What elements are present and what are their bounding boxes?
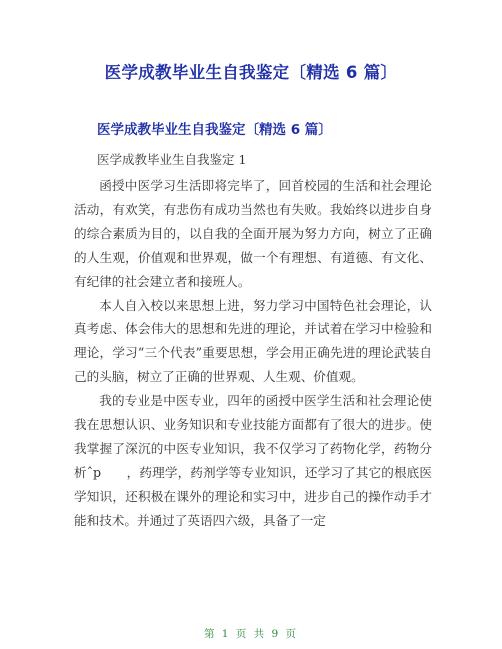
article-label: 医学成教毕业生自我鉴定 1 [97, 152, 247, 167]
section-heading: 医学成教毕业生自我鉴定〔精选 6 篇〕 [97, 122, 332, 138]
document-title: 医学成教毕业生自我鉴定〔精选 6 篇〕 [104, 63, 398, 82]
body-text [74, 174, 432, 533]
paragraph: 我的专业是中医专业，四年的函授中医学生活和社会理论使我在思想认识、业务知识和专业技能方面都有了很大的进步。使我掌握了深沉的中医专业知识，我不仅学习了药物化学，药物分析ˆp ，药理学，药剂学等专业知识，还学习了其它的根底医学知识，还积极在课外的理论和实习中，进步自己的操作动手才能和技术。并通过了英语四六级，具备了一定 [74, 393, 432, 528]
paragraph: 函授中医学习生活即将完毕了，回首校园的生活和社会理论活动，有欢笑，有悲伤有成功当然也有失败。我始终以进步自身的综合素质为目的，以自我的全面开展为努力方向，树立了正确的人生观，价值观和世界观，做一个有理想、有道德、有文化、有纪律的社会建立者和接班人。 [74, 178, 432, 289]
page-footer: 第 1 页 共 9 页 [203, 628, 299, 640]
paragraph: 本人自入校以来思想上进，努力学习中国特色社会理论，认真考虑、体会伟大的思想和先进的理论，并试着在学习中检验和理论，学习“三个代表”重要思想，学会用正确先进的理论武装自己的头脑，树立了正确的世界观、人生观、价值观。 [74, 297, 432, 385]
